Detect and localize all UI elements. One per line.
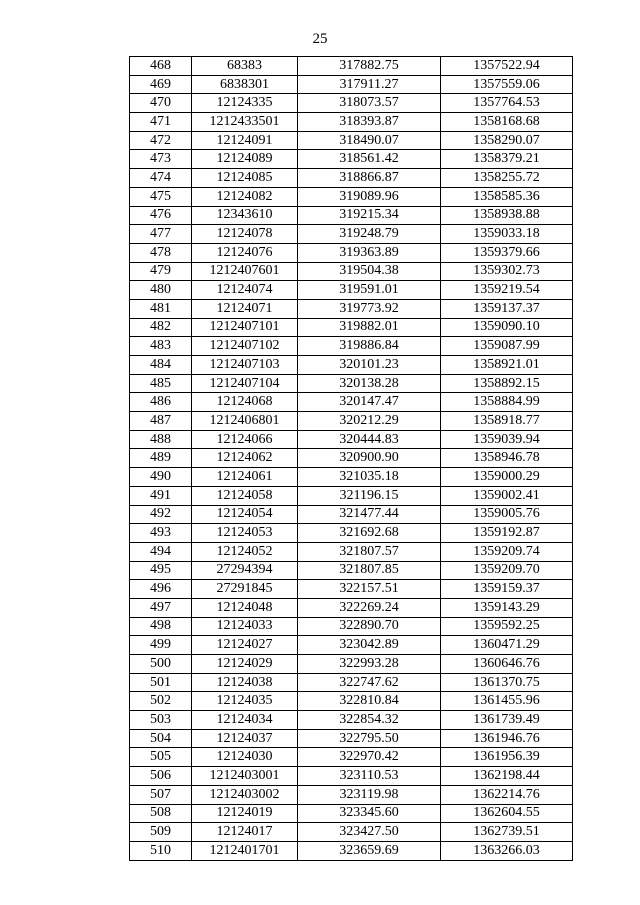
- y-coordinate-cell: 1359090.10: [441, 318, 573, 337]
- table-row: [130, 449, 573, 468]
- point-id-cell: 1212406801: [192, 412, 298, 431]
- table-row: [130, 337, 573, 356]
- x-coordinate-cell: 319882.01: [298, 318, 441, 337]
- x-coordinate-cell: 318490.07: [298, 131, 441, 150]
- row-index-cell: 500: [130, 655, 192, 674]
- row-index-cell: 499: [130, 636, 192, 655]
- table-row: [130, 412, 573, 431]
- point-id-cell: 12124085: [192, 169, 298, 188]
- y-coordinate-cell: 1361455.96: [441, 692, 573, 711]
- table-row: [130, 318, 573, 337]
- table-row: [130, 617, 573, 636]
- row-index-cell: 494: [130, 542, 192, 561]
- point-id-cell: 12124076: [192, 243, 298, 262]
- x-coordinate-cell: 323427.50: [298, 823, 441, 842]
- row-index-cell: 510: [130, 841, 192, 860]
- table-row: [130, 748, 573, 767]
- x-coordinate-cell: 321807.57: [298, 542, 441, 561]
- point-id-cell: 12124091: [192, 131, 298, 150]
- table-row: [130, 430, 573, 449]
- table-row: [130, 542, 573, 561]
- table-row: [130, 598, 573, 617]
- table-row: [130, 692, 573, 711]
- row-index-cell: 477: [130, 225, 192, 244]
- y-coordinate-cell: 1358918.77: [441, 412, 573, 431]
- x-coordinate-cell: 319215.34: [298, 206, 441, 225]
- y-coordinate-cell: 1358379.21: [441, 150, 573, 169]
- y-coordinate-cell: 1361739.49: [441, 711, 573, 730]
- y-coordinate-cell: 1358892.15: [441, 374, 573, 393]
- x-coordinate-cell: 322747.62: [298, 673, 441, 692]
- y-coordinate-cell: 1358921.01: [441, 356, 573, 375]
- point-id-cell: 12124017: [192, 823, 298, 842]
- table-body: [130, 57, 573, 861]
- x-coordinate-cell: 322810.84: [298, 692, 441, 711]
- row-index-cell: 503: [130, 711, 192, 730]
- row-index-cell: 483: [130, 337, 192, 356]
- y-coordinate-cell: 1359159.37: [441, 580, 573, 599]
- point-id-cell: 1212403001: [192, 767, 298, 786]
- table-row: [130, 711, 573, 730]
- row-index-cell: 475: [130, 187, 192, 206]
- table-row: [130, 524, 573, 543]
- y-coordinate-cell: 1359137.37: [441, 299, 573, 318]
- point-id-cell: 12124089: [192, 150, 298, 169]
- point-id-cell: 68383: [192, 57, 298, 76]
- point-id-cell: 12124037: [192, 729, 298, 748]
- x-coordinate-cell: 320444.83: [298, 430, 441, 449]
- y-coordinate-cell: 1358255.72: [441, 169, 573, 188]
- y-coordinate-cell: 1359209.74: [441, 542, 573, 561]
- coordinates-table: [129, 56, 573, 861]
- point-id-cell: 12124030: [192, 748, 298, 767]
- row-index-cell: 478: [130, 243, 192, 262]
- table-row: [130, 655, 573, 674]
- x-coordinate-cell: 320147.47: [298, 393, 441, 412]
- point-id-cell: 1212401701: [192, 841, 298, 860]
- row-index-cell: 470: [130, 94, 192, 113]
- y-coordinate-cell: 1360646.76: [441, 655, 573, 674]
- table-row: [130, 580, 573, 599]
- x-coordinate-cell: 323110.53: [298, 767, 441, 786]
- point-id-cell: 27294394: [192, 561, 298, 580]
- y-coordinate-cell: 1359087.99: [441, 337, 573, 356]
- row-index-cell: 502: [130, 692, 192, 711]
- row-index-cell: 473: [130, 150, 192, 169]
- x-coordinate-cell: 319886.84: [298, 337, 441, 356]
- y-coordinate-cell: 1359209.70: [441, 561, 573, 580]
- row-index-cell: 490: [130, 468, 192, 487]
- y-coordinate-cell: 1359379.66: [441, 243, 573, 262]
- y-coordinate-cell: 1358938.88: [441, 206, 573, 225]
- x-coordinate-cell: 322854.32: [298, 711, 441, 730]
- x-coordinate-cell: 323659.69: [298, 841, 441, 860]
- row-index-cell: 508: [130, 804, 192, 823]
- page-number: 25: [312, 31, 328, 47]
- row-index-cell: 482: [130, 318, 192, 337]
- x-coordinate-cell: 321807.85: [298, 561, 441, 580]
- table-row: [130, 299, 573, 318]
- point-id-cell: 12124058: [192, 486, 298, 505]
- table-row: [130, 393, 573, 412]
- x-coordinate-cell: 319504.38: [298, 262, 441, 281]
- y-coordinate-cell: 1359002.41: [441, 486, 573, 505]
- x-coordinate-cell: 320900.90: [298, 449, 441, 468]
- table-row: [130, 673, 573, 692]
- table-row: [130, 486, 573, 505]
- y-coordinate-cell: 1362198.44: [441, 767, 573, 786]
- table-row: [130, 262, 573, 281]
- point-id-cell: 1212407601: [192, 262, 298, 281]
- x-coordinate-cell: 318393.87: [298, 113, 441, 132]
- table-row: [130, 131, 573, 150]
- y-coordinate-cell: 1359592.25: [441, 617, 573, 636]
- table-row: [130, 57, 573, 76]
- row-index-cell: 491: [130, 486, 192, 505]
- point-id-cell: 12124035: [192, 692, 298, 711]
- x-coordinate-cell: 321196.15: [298, 486, 441, 505]
- point-id-cell: 1212407104: [192, 374, 298, 393]
- point-id-cell: 12124038: [192, 673, 298, 692]
- row-index-cell: 486: [130, 393, 192, 412]
- table-row: [130, 187, 573, 206]
- point-id-cell: 12124074: [192, 281, 298, 300]
- x-coordinate-cell: 319591.01: [298, 281, 441, 300]
- point-id-cell: 12124052: [192, 542, 298, 561]
- point-id-cell: 12124034: [192, 711, 298, 730]
- y-coordinate-cell: 1362214.76: [441, 785, 573, 804]
- row-index-cell: 506: [130, 767, 192, 786]
- point-id-cell: 12124082: [192, 187, 298, 206]
- table-row: [130, 823, 573, 842]
- row-index-cell: 509: [130, 823, 192, 842]
- table-row: [130, 841, 573, 860]
- row-index-cell: 501: [130, 673, 192, 692]
- row-index-cell: 485: [130, 374, 192, 393]
- table-row: [130, 505, 573, 524]
- y-coordinate-cell: 1359302.73: [441, 262, 573, 281]
- x-coordinate-cell: 317911.27: [298, 75, 441, 94]
- row-index-cell: 489: [130, 449, 192, 468]
- table-row: [130, 561, 573, 580]
- x-coordinate-cell: 321692.68: [298, 524, 441, 543]
- x-coordinate-cell: 319089.96: [298, 187, 441, 206]
- y-coordinate-cell: 1363266.03: [441, 841, 573, 860]
- x-coordinate-cell: 319773.92: [298, 299, 441, 318]
- point-id-cell: 1212433501: [192, 113, 298, 132]
- table-row: [130, 785, 573, 804]
- x-coordinate-cell: 319363.89: [298, 243, 441, 262]
- row-index-cell: 468: [130, 57, 192, 76]
- y-coordinate-cell: 1358946.78: [441, 449, 573, 468]
- row-index-cell: 507: [130, 785, 192, 804]
- point-id-cell: 12124066: [192, 430, 298, 449]
- x-coordinate-cell: 322890.70: [298, 617, 441, 636]
- x-coordinate-cell: 322993.28: [298, 655, 441, 674]
- point-id-cell: 1212407102: [192, 337, 298, 356]
- x-coordinate-cell: 318866.87: [298, 169, 441, 188]
- row-index-cell: 474: [130, 169, 192, 188]
- row-index-cell: 492: [130, 505, 192, 524]
- table-row: [130, 636, 573, 655]
- row-index-cell: 495: [130, 561, 192, 580]
- row-index-cell: 479: [130, 262, 192, 281]
- row-index-cell: 497: [130, 598, 192, 617]
- point-id-cell: 12124078: [192, 225, 298, 244]
- x-coordinate-cell: 322269.24: [298, 598, 441, 617]
- point-id-cell: 12343610: [192, 206, 298, 225]
- table-row: [130, 468, 573, 487]
- x-coordinate-cell: 317882.75: [298, 57, 441, 76]
- point-id-cell: 12124053: [192, 524, 298, 543]
- row-index-cell: 476: [130, 206, 192, 225]
- table-row: [130, 113, 573, 132]
- row-index-cell: 481: [130, 299, 192, 318]
- table-row: [130, 75, 573, 94]
- table-row: [130, 206, 573, 225]
- y-coordinate-cell: 1357764.53: [441, 94, 573, 113]
- x-coordinate-cell: 322970.42: [298, 748, 441, 767]
- row-index-cell: 504: [130, 729, 192, 748]
- x-coordinate-cell: 321477.44: [298, 505, 441, 524]
- table-row: [130, 356, 573, 375]
- row-index-cell: 471: [130, 113, 192, 132]
- y-coordinate-cell: 1359033.18: [441, 225, 573, 244]
- y-coordinate-cell: 1358884.99: [441, 393, 573, 412]
- table-row: [130, 225, 573, 244]
- point-id-cell: 1212407101: [192, 318, 298, 337]
- point-id-cell: 12124062: [192, 449, 298, 468]
- point-id-cell: 12124061: [192, 468, 298, 487]
- point-id-cell: 12124054: [192, 505, 298, 524]
- row-index-cell: 493: [130, 524, 192, 543]
- point-id-cell: 12124335: [192, 94, 298, 113]
- x-coordinate-cell: 322157.51: [298, 580, 441, 599]
- table-row: [130, 150, 573, 169]
- x-coordinate-cell: 323119.98: [298, 785, 441, 804]
- y-coordinate-cell: 1361956.39: [441, 748, 573, 767]
- point-id-cell: 12124071: [192, 299, 298, 318]
- y-coordinate-cell: 1359005.76: [441, 505, 573, 524]
- x-coordinate-cell: 320138.28: [298, 374, 441, 393]
- row-index-cell: 480: [130, 281, 192, 300]
- x-coordinate-cell: 321035.18: [298, 468, 441, 487]
- table-row: [130, 729, 573, 748]
- x-coordinate-cell: 318561.42: [298, 150, 441, 169]
- y-coordinate-cell: 1361946.76: [441, 729, 573, 748]
- x-coordinate-cell: 320212.29: [298, 412, 441, 431]
- y-coordinate-cell: 1357522.94: [441, 57, 573, 76]
- y-coordinate-cell: 1359039.94: [441, 430, 573, 449]
- y-coordinate-cell: 1358290.07: [441, 131, 573, 150]
- point-id-cell: 1212407103: [192, 356, 298, 375]
- point-id-cell: 12124068: [192, 393, 298, 412]
- y-coordinate-cell: 1359143.29: [441, 598, 573, 617]
- y-coordinate-cell: 1357559.06: [441, 75, 573, 94]
- x-coordinate-cell: 318073.57: [298, 94, 441, 113]
- y-coordinate-cell: 1359000.29: [441, 468, 573, 487]
- table-row: [130, 169, 573, 188]
- x-coordinate-cell: 320101.23: [298, 356, 441, 375]
- table-row: [130, 767, 573, 786]
- x-coordinate-cell: 322795.50: [298, 729, 441, 748]
- point-id-cell: 27291845: [192, 580, 298, 599]
- x-coordinate-cell: 323042.89: [298, 636, 441, 655]
- y-coordinate-cell: 1362739.51: [441, 823, 573, 842]
- y-coordinate-cell: 1358168.68: [441, 113, 573, 132]
- y-coordinate-cell: 1361370.75: [441, 673, 573, 692]
- table-row: [130, 243, 573, 262]
- table-row: [130, 804, 573, 823]
- y-coordinate-cell: 1359192.87: [441, 524, 573, 543]
- row-index-cell: 472: [130, 131, 192, 150]
- row-index-cell: 505: [130, 748, 192, 767]
- table-row: [130, 94, 573, 113]
- row-index-cell: 484: [130, 356, 192, 375]
- point-id-cell: 6838301: [192, 75, 298, 94]
- row-index-cell: 488: [130, 430, 192, 449]
- point-id-cell: 12124048: [192, 598, 298, 617]
- y-coordinate-cell: 1360471.29: [441, 636, 573, 655]
- x-coordinate-cell: 323345.60: [298, 804, 441, 823]
- point-id-cell: 12124033: [192, 617, 298, 636]
- row-index-cell: 487: [130, 412, 192, 431]
- point-id-cell: 1212403002: [192, 785, 298, 804]
- y-coordinate-cell: 1358585.36: [441, 187, 573, 206]
- x-coordinate-cell: 319248.79: [298, 225, 441, 244]
- row-index-cell: 469: [130, 75, 192, 94]
- y-coordinate-cell: 1359219.54: [441, 281, 573, 300]
- point-id-cell: 12124029: [192, 655, 298, 674]
- point-id-cell: 12124027: [192, 636, 298, 655]
- point-id-cell: 12124019: [192, 804, 298, 823]
- y-coordinate-cell: 1362604.55: [441, 804, 573, 823]
- table-row: [130, 281, 573, 300]
- row-index-cell: 496: [130, 580, 192, 599]
- row-index-cell: 498: [130, 617, 192, 636]
- table-row: [130, 374, 573, 393]
